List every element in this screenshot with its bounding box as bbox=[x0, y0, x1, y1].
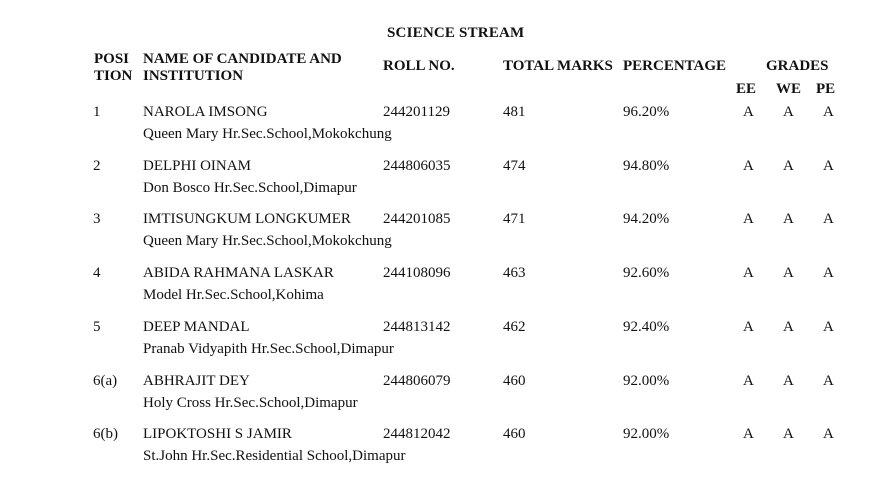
grade-we: A bbox=[783, 426, 794, 442]
position-cell: 2 bbox=[93, 158, 101, 174]
header-total-marks: TOTAL MARKS bbox=[503, 58, 613, 74]
grade-ee: A bbox=[743, 104, 754, 120]
percentage: 92.00% bbox=[623, 373, 670, 389]
position-cell: 6(a) bbox=[93, 373, 118, 389]
header-grade-pe: PE bbox=[816, 81, 836, 97]
grade-pe: A bbox=[823, 211, 834, 227]
position-cell: 1 bbox=[93, 104, 101, 120]
grade-we: A bbox=[783, 265, 794, 281]
institution-name: Holy Cross Hr.Sec.School,Dimapur bbox=[143, 395, 358, 411]
percentage: 96.20% bbox=[623, 104, 670, 120]
percentage: 92.40% bbox=[623, 319, 670, 335]
total-marks: 460 bbox=[503, 373, 526, 389]
grade-we: A bbox=[783, 158, 794, 174]
table-row bbox=[0, 426, 885, 476]
grade-we: A bbox=[783, 373, 794, 389]
position-cell: 3 bbox=[93, 211, 101, 227]
institution-name: Queen Mary Hr.Sec.School,Mokokchung bbox=[143, 233, 392, 249]
table-row bbox=[0, 265, 885, 315]
percentage: 94.80% bbox=[623, 158, 670, 174]
institution-name: St.John Hr.Sec.Residential School,Dimapur bbox=[143, 448, 406, 464]
grade-ee: A bbox=[743, 265, 754, 281]
candidate-name: ABHRAJIT DEY bbox=[143, 373, 250, 389]
header-grade-we: WE bbox=[776, 81, 802, 97]
position-cell: 5 bbox=[93, 319, 101, 335]
institution-name: Don Bosco Hr.Sec.School,Dimapur bbox=[143, 180, 357, 196]
grade-ee: A bbox=[743, 158, 754, 174]
roll-number: 244201129 bbox=[383, 104, 450, 120]
total-marks: 471 bbox=[503, 211, 526, 227]
candidate-name: DELPHI OINAM bbox=[143, 158, 251, 174]
grade-ee: A bbox=[743, 319, 754, 335]
roll-number: 244806035 bbox=[383, 158, 451, 174]
grade-pe: A bbox=[823, 158, 834, 174]
candidate-name: NAROLA IMSONG bbox=[143, 104, 268, 120]
total-marks: 460 bbox=[503, 426, 526, 442]
grade-pe: A bbox=[823, 426, 834, 442]
header-grades: GRADES bbox=[766, 58, 829, 74]
candidate-name: IMTISUNGKUM LONGKUMER bbox=[143, 211, 351, 227]
header-percentage: PERCENTAGE bbox=[623, 58, 727, 74]
grade-ee: A bbox=[743, 211, 754, 227]
grade-pe: A bbox=[823, 319, 834, 335]
table-row bbox=[0, 373, 885, 423]
roll-number: 244806079 bbox=[383, 373, 451, 389]
total-marks: 462 bbox=[503, 319, 526, 335]
roll-number: 244812042 bbox=[383, 426, 451, 442]
total-marks: 481 bbox=[503, 104, 526, 120]
total-marks: 474 bbox=[503, 158, 526, 174]
document-title: SCIENCE STREAM bbox=[387, 25, 525, 41]
header-grade-ee: EE bbox=[736, 81, 757, 97]
grade-pe: A bbox=[823, 265, 834, 281]
table-row bbox=[0, 211, 885, 261]
table-row bbox=[0, 319, 885, 369]
candidate-name: DEEP MANDAL bbox=[143, 319, 250, 335]
roll-number: 244813142 bbox=[383, 319, 451, 335]
table-row bbox=[0, 158, 885, 208]
institution-name: Queen Mary Hr.Sec.School,Mokokchung bbox=[143, 126, 392, 142]
grade-pe: A bbox=[823, 373, 834, 389]
candidate-name: LIPOKTOSHI S JAMIR bbox=[143, 426, 292, 442]
total-marks: 463 bbox=[503, 265, 526, 281]
institution-name: Model Hr.Sec.School,Kohima bbox=[143, 287, 324, 303]
position-cell: 6(b) bbox=[93, 426, 118, 442]
grade-pe: A bbox=[823, 104, 834, 120]
roll-number: 244201085 bbox=[383, 211, 451, 227]
grade-we: A bbox=[783, 319, 794, 335]
percentage: 94.20% bbox=[623, 211, 670, 227]
candidate-name: ABIDA RAHMANA LASKAR bbox=[143, 265, 334, 281]
position-cell: 4 bbox=[93, 265, 101, 281]
table-row bbox=[0, 104, 885, 154]
header-name-institution: NAME OF CANDIDATE AND INSTITUTION bbox=[143, 51, 342, 84]
percentage: 92.00% bbox=[623, 426, 670, 442]
grade-we: A bbox=[783, 104, 794, 120]
grade-ee: A bbox=[743, 426, 754, 442]
header-position: POSI TION bbox=[94, 51, 133, 84]
header-roll-no: ROLL NO. bbox=[383, 58, 455, 74]
roll-number: 244108096 bbox=[383, 265, 451, 281]
grade-ee: A bbox=[743, 373, 754, 389]
institution-name: Pranab Vidyapith Hr.Sec.School,Dimapur bbox=[143, 341, 394, 357]
grade-we: A bbox=[783, 211, 794, 227]
percentage: 92.60% bbox=[623, 265, 670, 281]
